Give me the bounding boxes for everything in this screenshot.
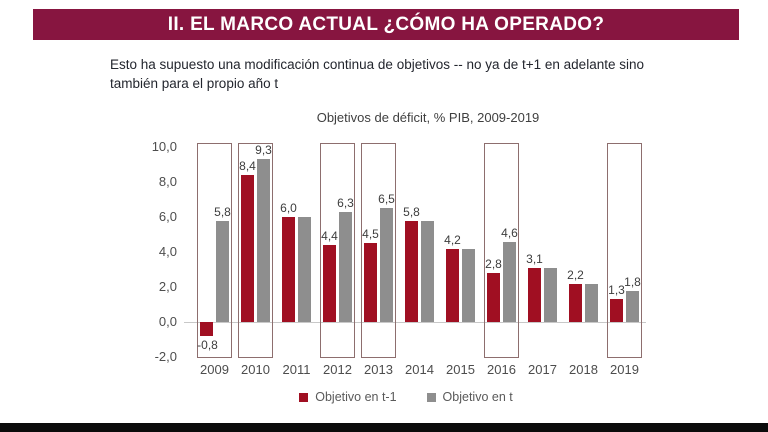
body-line-1: Esto ha supuesto una modificación continua de objetivos -- no ya de t+1 en adelante sino	[110, 57, 644, 72]
highlight-box-2019	[607, 143, 642, 358]
bar-objetivo-t-1-2016	[487, 273, 500, 322]
legend-item-objetivo-t-1	[299, 390, 396, 404]
data-label-t-1-2012: 4,4	[321, 229, 338, 243]
bar-objetivo-t-1-2018	[569, 284, 582, 323]
legend-label-objetivo-t-1: Objetivo en t-1	[315, 390, 397, 404]
x-axis-label-2011: 2011	[282, 362, 311, 377]
chart-title: Objetivos de déficit, % PIB, 2009-2019	[316, 110, 540, 125]
y-axis-tick-label: 2,0	[158, 279, 177, 294]
x-axis-label-2010: 2010	[241, 362, 270, 377]
x-axis-label-2009: 2009	[200, 362, 229, 377]
video-letterbox-bar	[0, 423, 768, 432]
data-label-t-2013: 6,5	[378, 192, 395, 207]
data-label-t-2016: 4,6	[501, 225, 518, 240]
data-label-t-1-2009: -0,8	[197, 338, 218, 352]
bar-objetivo-t-2017	[544, 268, 557, 322]
y-axis-tick-label: 0,0	[158, 314, 177, 329]
data-label-t-1-2016: 2,8	[485, 257, 502, 271]
slide-title-bar	[33, 9, 739, 40]
x-axis-label-2014: 2014	[405, 362, 434, 377]
data-label-2018: 2,2	[567, 267, 584, 282]
data-label-t-1-2010: 8,4	[239, 159, 256, 173]
data-label-t-2010: 9,3	[255, 143, 272, 158]
bar-objetivo-t-1-2013	[364, 243, 377, 322]
data-label-t-1-2019: 1,3	[608, 283, 625, 298]
x-axis-label-2018: 2018	[569, 362, 598, 377]
data-label-2015: 4,2	[444, 232, 461, 247]
x-axis-label-2015: 2015	[446, 362, 475, 377]
x-axis-label-2013: 2013	[364, 362, 393, 377]
bar-objetivo-t-1-2012	[323, 245, 336, 322]
bar-objetivo-t-1-2019	[610, 299, 623, 322]
x-axis-label-2019: 2019	[610, 362, 639, 377]
y-axis-tick-label: 10,0	[151, 139, 177, 154]
bar-objetivo-t-2011	[298, 217, 311, 322]
bar-objetivo-t-2013	[380, 208, 393, 322]
y-axis-tick-label: -2,0	[154, 349, 177, 364]
legend-swatch-gray-icon	[427, 393, 436, 402]
bar-objetivo-t-2015	[462, 249, 475, 323]
bar-objetivo-t-1-2014	[405, 221, 418, 323]
x-axis-label-2017: 2017	[528, 362, 557, 377]
legend-item-objetivo-t	[427, 390, 513, 404]
data-label-2017: 3,1	[526, 251, 543, 266]
bar-objetivo-t-2014	[421, 221, 434, 323]
bar-objetivo-t-2010	[257, 159, 270, 322]
legend-label-objetivo-t: Objetivo en t	[442, 390, 513, 404]
data-label-2014: 5,8	[403, 204, 420, 219]
bar-objetivo-t-2016	[503, 242, 516, 323]
x-axis-label-2012: 2012	[323, 362, 352, 377]
bar-objetivo-t-1-2010	[241, 175, 254, 322]
slide-title: II. EL MARCO ACTUAL ¿CÓMO HA OPERADO?	[167, 13, 605, 35]
bar-objetivo-t-1-2015	[446, 249, 459, 323]
bar-objetivo-t-1-2011	[282, 217, 295, 322]
y-axis-tick-label: 4,0	[158, 244, 177, 259]
data-label-t-2012: 6,3	[337, 195, 354, 210]
data-label-t-1-2013: 4,5	[362, 227, 379, 242]
legend-swatch-red-icon	[299, 393, 308, 402]
y-axis-tick-label: 6,0	[158, 209, 177, 224]
bar-objetivo-t-1-2009	[200, 322, 213, 336]
bar-objetivo-t-2009	[216, 221, 229, 323]
body-line-2: también para el propio año t	[110, 76, 279, 91]
chart-legend	[40, 390, 768, 404]
bar-objetivo-t-2018	[585, 284, 598, 323]
data-label-t-2019: 1,8	[624, 274, 641, 289]
data-label-2011: 6,0	[280, 201, 297, 215]
slide-body-text	[110, 55, 690, 93]
bar-objetivo-t-1-2017	[528, 268, 541, 322]
y-axis-tick-label: 8,0	[158, 174, 177, 189]
data-label-t-2009: 5,8	[214, 204, 231, 219]
x-axis-label-2016: 2016	[487, 362, 516, 377]
